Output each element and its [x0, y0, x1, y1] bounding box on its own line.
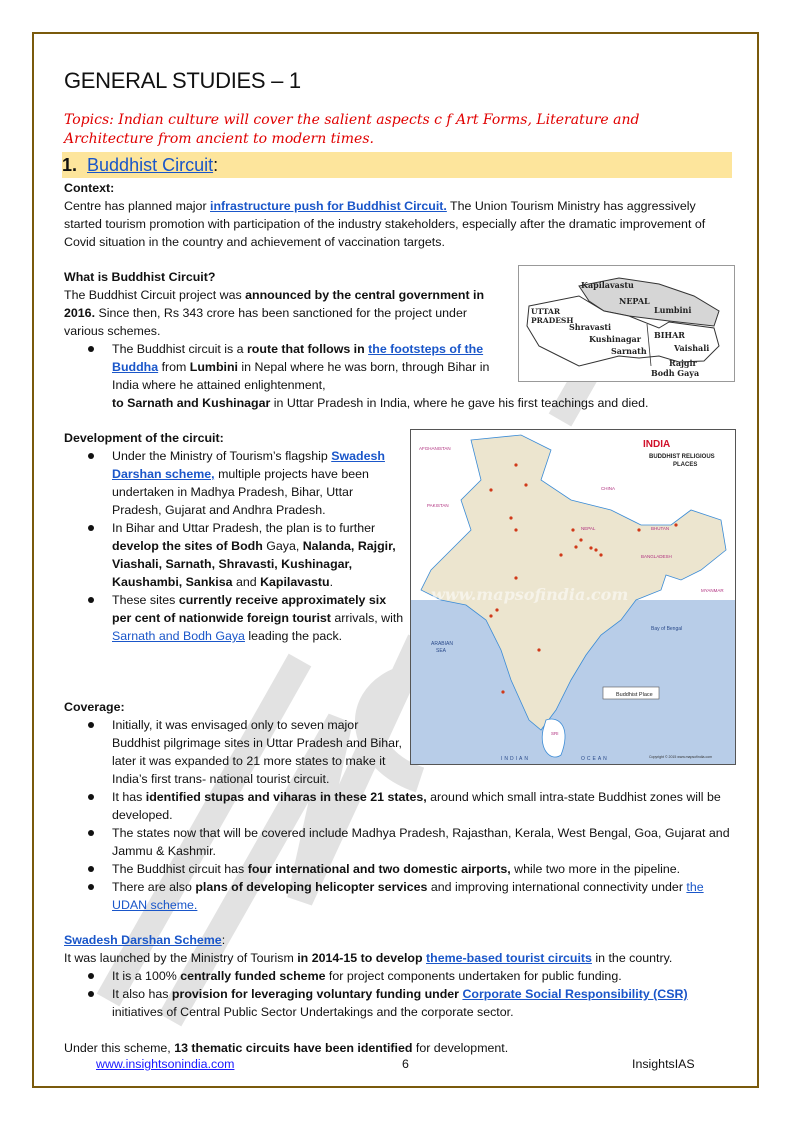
csr-link[interactable]: Corporate Social Responsibility (CSR): [462, 987, 688, 1001]
swadesh-closing: [64, 1039, 734, 1057]
text: It is a 100%: [112, 969, 181, 983]
text-bold: identified stupas and viharas in these 21 states,: [145, 790, 427, 804]
list-item: [64, 591, 404, 645]
list-item: [64, 716, 734, 788]
india-buddhist-places-map: [410, 429, 736, 765]
text: The states now that will be covered include Madhya Pradesh, Rajasthan, Kerala, West Bengal, Goa, Gujarat and Jammu & Kashmir.: [112, 826, 730, 858]
text: Since then, Rs 343 crore has been sanctioned for the project under various schemes.: [64, 306, 467, 338]
swadesh-block: [64, 931, 734, 1057]
text-bold: develop the sites of Bodh: [112, 539, 263, 553]
map-legend: Buddhist Place: [616, 692, 653, 698]
topics-statement: Topics: Indian culture will cover the salient aspects c f Art Forms, Literature and Architecture from ancient to modern times.: [64, 112, 640, 147]
footer-website-link[interactable]: www.insightsonindia.com: [96, 1057, 235, 1071]
page-title: GENERAL STUDIES – 1: [64, 68, 301, 93]
section-heading: [62, 152, 732, 178]
text: The Buddhist Circuit project was: [64, 288, 246, 302]
map-label: Shravasti: [569, 322, 612, 332]
text: multiple projects have been undertaken in Madhya Pradesh, Bihar, Uttar Pradesh, Gujarat and Andhra Pradesh.: [112, 467, 369, 517]
what-is-block: [64, 268, 504, 340]
text-bold: four international and two domestic airports,: [247, 862, 511, 876]
map-label: NEPAL: [619, 296, 650, 306]
svg-text:BUDDHIST RELIGIOUS: BUDDHIST RELIGIOUS: [649, 454, 715, 460]
text: It was launched by the Ministry of Tourism: [64, 951, 298, 965]
svg-text:UTTAR: UTTAR: [531, 307, 561, 316]
coverage-list: [64, 716, 734, 914]
infrastructure-push-link[interactable]: infrastructure push for Buddhist Circuit.: [210, 199, 447, 213]
text: It also has: [112, 987, 172, 1001]
text-bold: route that follows in: [246, 342, 369, 356]
coverage-heading: Coverage:: [64, 700, 125, 714]
what-is-bullet-tail: [112, 394, 672, 412]
map-label: Rajgir: [669, 358, 697, 368]
what-is-heading: What is Buddhist Circuit?: [64, 270, 216, 284]
what-is-paragraph: [64, 286, 504, 340]
list-item: [64, 519, 404, 591]
text: around which small intra-state Buddhist zones will be developed.: [112, 790, 721, 822]
list-item: [64, 878, 734, 914]
list-item: [64, 985, 734, 1021]
text: while two more in the pipeline.: [510, 862, 681, 876]
region-map-graphic: [519, 266, 734, 381]
section-number: 1.: [62, 155, 78, 175]
development-block: [64, 429, 404, 645]
svg-text:PAKISTAN: PAKISTAN: [427, 503, 449, 508]
text: .: [329, 575, 334, 589]
map-label: Kapilavastu: [581, 280, 634, 290]
text: and improving international connectivity under: [427, 880, 687, 894]
theme-based-circuits-link[interactable]: theme-based tourist circuits: [426, 951, 592, 965]
svg-text:AFGHANISTAN: AFGHANISTAN: [419, 446, 451, 451]
text: from: [158, 360, 190, 374]
development-heading: Development of the circuit:: [64, 431, 224, 445]
text: It has: [112, 790, 146, 804]
svg-text:ARABIAN: ARABIAN: [431, 641, 453, 647]
list-item: [64, 340, 502, 394]
context-paragraph: [64, 197, 730, 251]
text-bold: currently receive approximately six per cent of nationwide foreign tourist: [112, 593, 387, 625]
text: Gaya,: [262, 539, 303, 553]
text-bold: 13 thematic circuits have been identified: [174, 1041, 413, 1055]
map-label: Lumbini: [654, 305, 692, 315]
text: for development.: [412, 1041, 509, 1055]
sarnath-bodh-gaya-link[interactable]: Sarnath and Bodh Gaya: [112, 629, 245, 643]
text: in Uttar Pradesh in India, where he gave his first teachings and died.: [270, 396, 649, 410]
list-item: [64, 824, 734, 860]
swadesh-darshan-heading-link[interactable]: Swadesh Darshan Scheme: [64, 933, 222, 947]
text-bold: plans of developing helicopter services: [195, 880, 428, 894]
india-map-graphic: [411, 430, 735, 764]
context-heading: Context:: [64, 181, 115, 195]
udan-scheme-link[interactable]: the UDAN scheme.: [112, 880, 704, 912]
text-bold: to Sarnath and Kushinagar: [112, 396, 271, 410]
text: The Buddhist circuit has: [112, 862, 248, 876]
text: These sites: [112, 593, 179, 607]
text: leading the pack.: [244, 629, 343, 643]
svg-text:BANGLADESH: BANGLADESH: [641, 554, 672, 559]
text: and: [232, 575, 261, 589]
list-item: [64, 860, 734, 878]
text: in the country.: [591, 951, 673, 965]
list-item: [64, 447, 404, 519]
buddhist-circuit-small-map: [518, 265, 735, 382]
text-bold: Nalanda, Rajgir, Viashali, Sarnath, Shravasti, Kushinagar, Kaushambi, Sankisa: [112, 539, 396, 589]
map-watermark: www.mapsofindia.com: [431, 585, 629, 604]
svg-text:SEA: SEA: [436, 648, 447, 654]
svg-text:INDIAN: INDIAN: [501, 756, 530, 762]
text-bold: provision for leveraging voluntary funding under: [171, 987, 463, 1001]
section-title-suffix: :: [213, 155, 219, 175]
svg-text:SRI: SRI: [551, 731, 559, 736]
svg-text:OCEAN: OCEAN: [581, 756, 609, 762]
map-label: Kushinagar: [589, 334, 641, 344]
swadesh-darshan-link[interactable]: Swadesh Darshan scheme,: [112, 449, 385, 481]
text: There are also: [112, 880, 196, 894]
text: Under the Ministry of Tourism’s flagship: [112, 449, 332, 463]
map-label: Sarnath: [611, 346, 647, 356]
swadesh-paragraph: [64, 949, 734, 967]
text: arrivals, with: [330, 611, 404, 625]
svg-text:Bay of Bengal: Bay of Bengal: [651, 626, 683, 632]
text-bold: centrally funded scheme: [180, 969, 326, 983]
svg-text:MYANMAR: MYANMAR: [701, 588, 724, 593]
map-label: Bodh Gaya: [651, 368, 700, 378]
map-title: INDIA: [643, 439, 671, 450]
text: In Bihar and Uttar Pradesh, the plan is to further: [112, 521, 376, 535]
text: for project components undertaken for public funding.: [325, 969, 622, 983]
svg-text:BHUTAN: BHUTAN: [651, 526, 670, 531]
list-item: [64, 967, 734, 985]
text: in Nepal where he was born, through Bihar in India where he attained enlightenment,: [112, 360, 490, 392]
text: initiatives of Central Public Sector Undertakings and the corporate sector.: [112, 1005, 514, 1019]
text: Initially, it was envisaged only to seven major Buddhist pilgrimage sites in Uttar Pradesh and Bihar, later it was expanded to 21 more states to make it India’s first trans- national tourist circuit.: [112, 718, 402, 786]
swadesh-heading: [64, 931, 734, 949]
text-bold: Lumbini: [189, 360, 238, 374]
svg-text:CHINA: CHINA: [601, 486, 616, 491]
map-label: BIHAR: [654, 330, 685, 340]
svg-text:PRADESH: PRADESH: [531, 316, 574, 325]
text: Under this scheme,: [64, 1041, 175, 1055]
map-label: Vaishali: [674, 343, 710, 353]
footer-page-number: 6: [402, 1057, 409, 1071]
section-title-link[interactable]: Buddhist Circuit: [87, 155, 214, 175]
svg-text:PLACES: PLACES: [673, 462, 698, 468]
text-bold: announced by the central government in 2016.: [64, 288, 485, 320]
svg-text:NEPAL: NEPAL: [581, 526, 596, 531]
text: :: [221, 933, 226, 947]
text-bold: in 2014-15 to develop: [297, 951, 427, 965]
coverage-heading-block: [64, 698, 406, 716]
map-copyright: Copyright © 2015 www.mapsofindia.com: [649, 755, 713, 759]
footsteps-of-buddha-link[interactable]: the footsteps of the Buddha: [112, 342, 484, 374]
context-text: Centre has planned major: [64, 199, 211, 213]
text-bold: Kapilavastu: [260, 575, 330, 589]
list-item: [64, 788, 734, 824]
context-block: [64, 179, 730, 251]
context-text: The Union Tourism Ministry has aggressively started tourism promotion with participation of the industry stakeholders, especially after the dramatic improvement of Covid situation in the country and achievement of vaccination targets.: [64, 199, 706, 249]
text: The Buddhist circuit is a: [112, 342, 247, 356]
footer-brand: InsightsIAS: [632, 1057, 695, 1071]
